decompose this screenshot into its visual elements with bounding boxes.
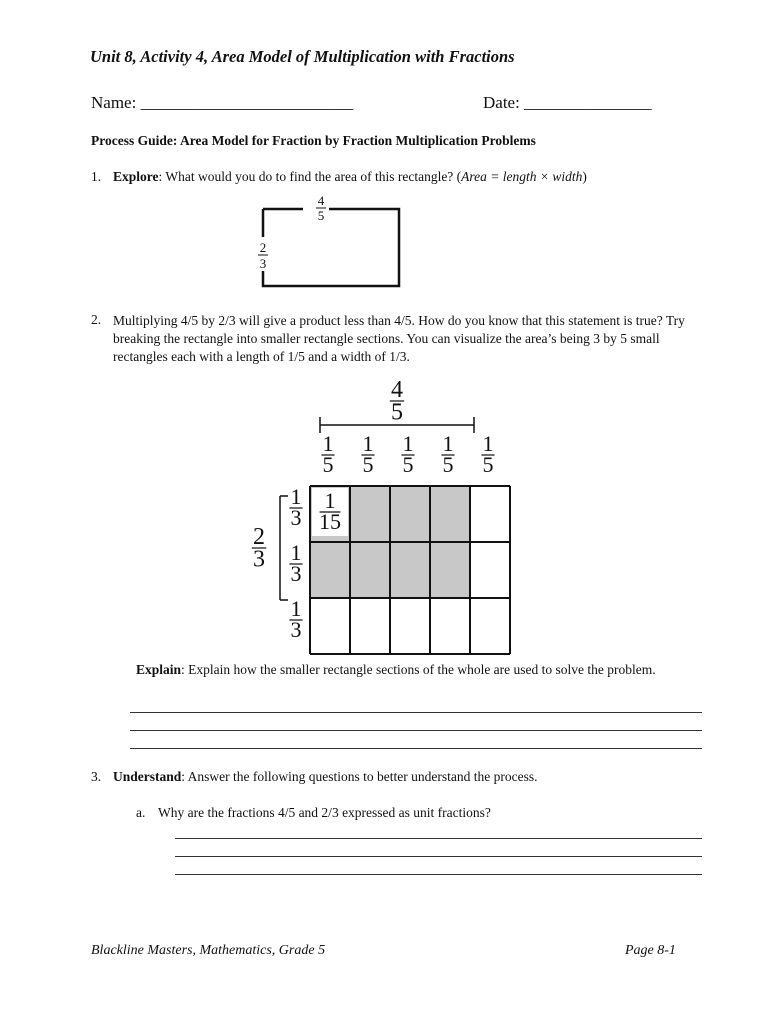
q3a-text: Why are the fractions 4/5 and 2/3 expressed as unit fractions? xyxy=(158,805,491,820)
top-fraction-den: 5 xyxy=(391,399,403,426)
column-fraction-2-num: 1 xyxy=(362,431,374,456)
side-fraction-den: 3 xyxy=(253,546,265,573)
cell-fraction-den: 15 xyxy=(319,509,341,535)
area-model-grid xyxy=(0,380,770,655)
date-label: Date: xyxy=(483,93,520,112)
grid-cell-r2-c2 xyxy=(350,542,390,598)
footer-left: Blackline Masters, Mathematics, Grade 5 xyxy=(91,943,326,958)
q3a-answer-line-1[interactable] xyxy=(175,838,702,839)
grid-cell-r2-c5 xyxy=(470,542,510,598)
column-fraction-1-den: 5 xyxy=(322,452,334,478)
grid-cell-r3-c2 xyxy=(350,598,390,654)
q3a-answer-line-2[interactable] xyxy=(175,856,702,857)
q1-number: 1. xyxy=(91,169,102,184)
grid-cell-r3-c5 xyxy=(470,598,510,654)
explain-answer-line-2[interactable] xyxy=(130,730,702,731)
q1-top-fraction-den: 5 xyxy=(317,208,325,223)
explain-text: : Explain how the smaller rectangle sections of the whole are used to solve the problem. xyxy=(181,662,656,677)
name-label: Name: xyxy=(91,93,137,112)
date-blank: _______________ xyxy=(524,93,652,112)
grid-cell-r3-c4 xyxy=(430,598,470,654)
column-fraction-5-den: 5 xyxy=(482,452,494,478)
footer-right: Page 8-1 xyxy=(625,943,676,958)
q1-formula: Area = length × width xyxy=(461,169,583,184)
row-fraction-1-num: 1 xyxy=(290,484,302,509)
q1-close: ) xyxy=(582,169,587,184)
explain-lead: Explain xyxy=(136,662,182,677)
explain-answer-line-3[interactable] xyxy=(130,748,702,749)
process-guide-heading: Process Guide: Area Model for Fraction by Fraction Multiplication Problems xyxy=(91,133,536,148)
q1-body: : What would you do to find the area of this rectangle? ( xyxy=(158,169,462,184)
q1-side-fraction-num: 2 xyxy=(259,240,267,255)
q3-text xyxy=(113,769,537,785)
grid-cell-r1-c2 xyxy=(350,486,390,542)
q1-rectangle-figure xyxy=(0,0,770,300)
column-fraction-3-num: 1 xyxy=(402,431,414,456)
q3-lead: Understand xyxy=(113,769,182,784)
q3-body: : Answer the following questions to better understand the process. xyxy=(181,769,538,784)
grid-cell-r3-c1 xyxy=(310,598,350,654)
column-fraction-4-den: 5 xyxy=(442,452,454,478)
column-fraction-5-num: 1 xyxy=(482,431,494,456)
q3a-answer-line-3[interactable] xyxy=(175,874,702,875)
side-fraction-num: 2 xyxy=(253,524,265,550)
grid-cell-r2-c4 xyxy=(430,542,470,598)
q3a-label: a. xyxy=(136,805,146,820)
column-fraction-3-den: 5 xyxy=(402,452,414,478)
row-fraction-3-den: 3 xyxy=(290,617,302,643)
top-fraction-num: 4 xyxy=(391,380,403,403)
grid-cell-r2-c1 xyxy=(310,542,350,598)
column-fraction-1-num: 1 xyxy=(322,431,334,456)
column-fraction-4-num: 1 xyxy=(442,431,454,456)
q2-number: 2. xyxy=(91,312,102,327)
cell-fraction-num: 1 xyxy=(324,488,336,513)
explain-prompt xyxy=(136,661,696,679)
q1-rectangle-outline xyxy=(263,209,399,286)
page-title: Unit 8, Activity 4, Area Model of Multiplication with Fractions xyxy=(90,47,515,66)
grid-cell-r1-c3 xyxy=(390,486,430,542)
q1-top-fraction-num: 4 xyxy=(317,193,325,208)
row-fraction-3-num: 1 xyxy=(290,596,302,621)
explain-answer-line-1[interactable] xyxy=(130,712,702,713)
q2-text: Multiplying 4/5 by 2/3 will give a product less than 4/5. How do you know that this statement is true? Try breaking the rectangle into smaller rectangle sections. You can visualize the area’s being 3 by 5 small rectangles each with a length of 1/5 and a width of 1/3. xyxy=(113,313,685,364)
q1-lead: Explore xyxy=(113,169,159,184)
grid-cell-r1-c5 xyxy=(470,486,510,542)
grid-cell-r1-c4 xyxy=(430,486,470,542)
q1-side-fraction-den: 3 xyxy=(259,256,267,271)
row-fraction-2-den: 3 xyxy=(290,561,302,587)
q3-number: 3. xyxy=(91,769,102,784)
row-fraction-2-num: 1 xyxy=(290,540,302,565)
column-fraction-2-den: 5 xyxy=(362,452,374,478)
row-fraction-1-den: 3 xyxy=(290,505,302,531)
name-blank: _________________________ xyxy=(140,93,354,112)
grid-cell-r2-c3 xyxy=(390,542,430,598)
grid-cell-r3-c3 xyxy=(390,598,430,654)
